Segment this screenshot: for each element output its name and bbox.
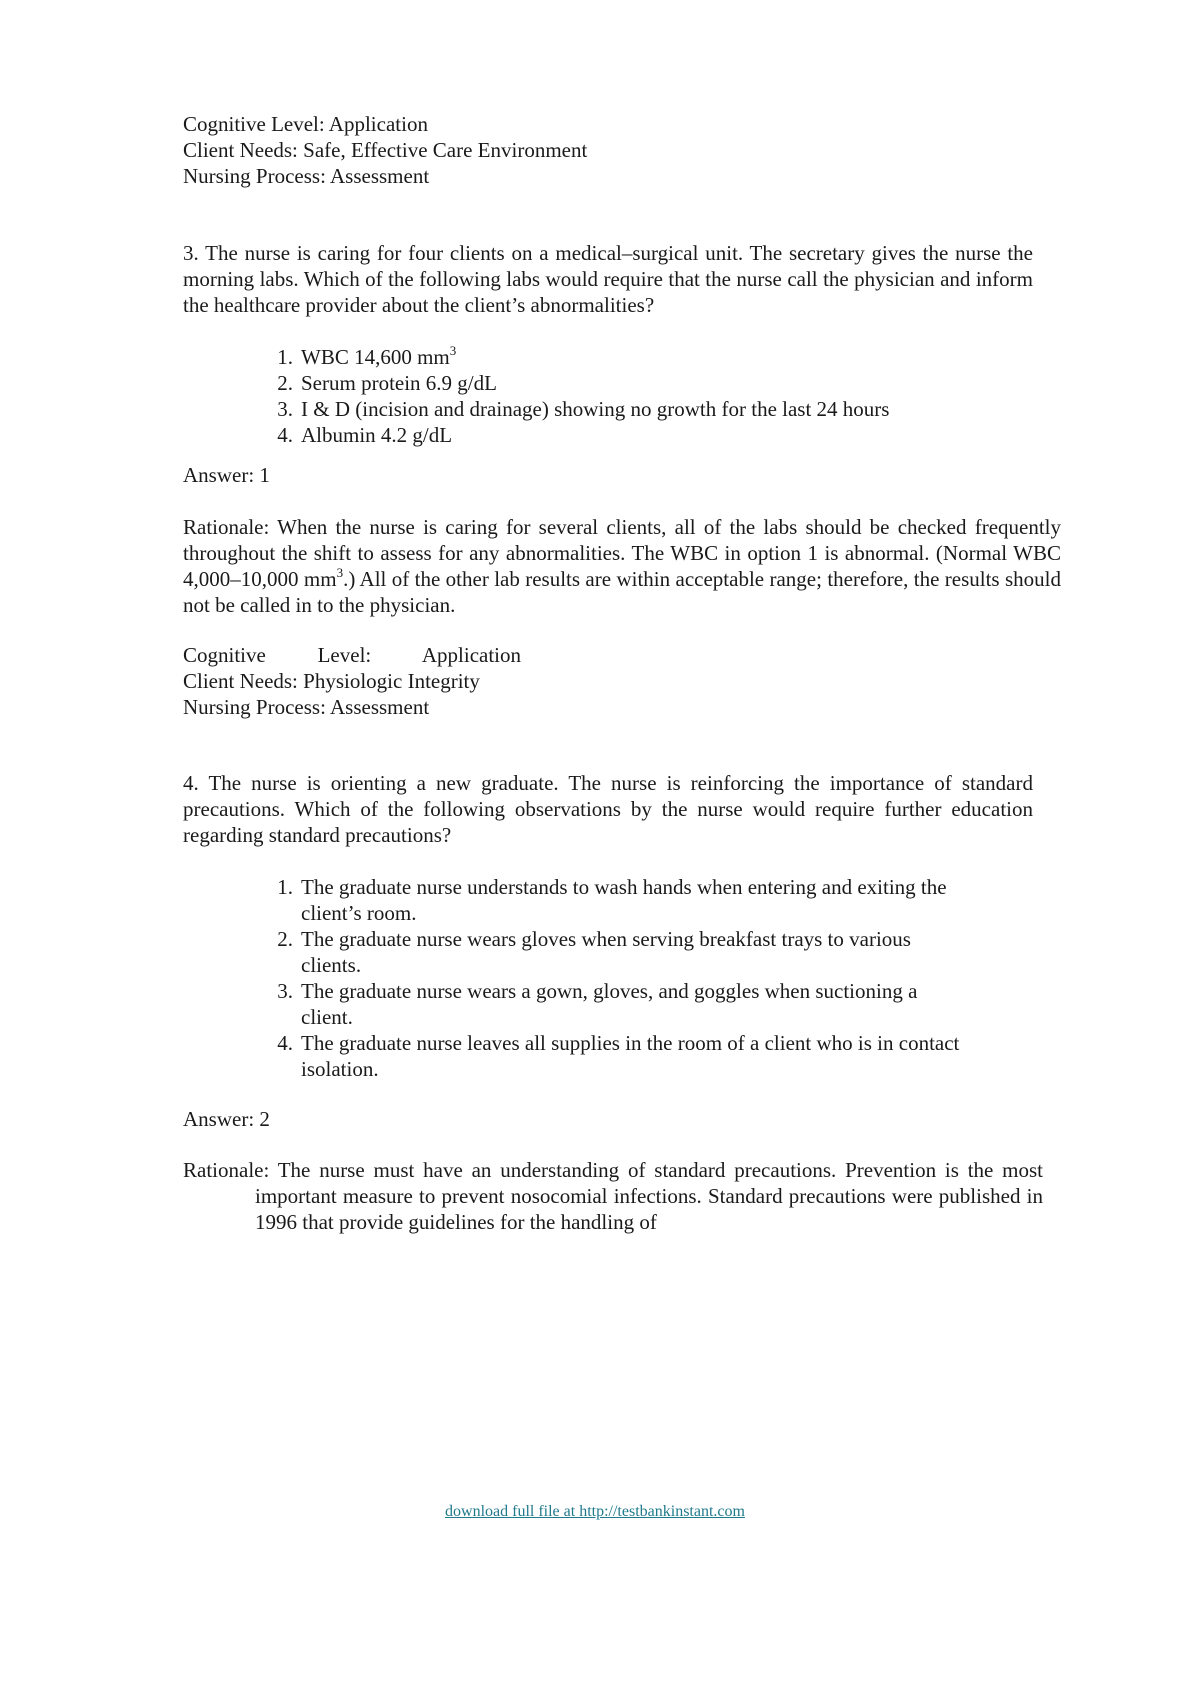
question-text: 3. The nurse is caring for four clients on a medical–surgical unit. The secretary gives the nurse the morning labs. Which of the following labs would require that the nurse call the physician and inform the healthcare provider about the client’s abnormalities? (183, 241, 1033, 317)
q3-metadata (183, 642, 1061, 720)
q3-option-1: 1. WBC 14,600 $mm^3$ (277, 343, 457, 369)
nursing-process: Nursing Process: Assessment (183, 164, 430, 188)
cognitive-level: Cognitive Level: Application (183, 112, 428, 136)
q2-metadata (183, 111, 1061, 189)
q3-option-3: 3. I & D (incision and drainage) showing no growth for the last 24 hours (277, 397, 890, 421)
q4-option-1: 1. The graduate nurse understands to wash hands when entering and exiting the client’s room. (277, 875, 947, 925)
cognitive-level-spread: Cognitive Level: Application (183, 643, 522, 667)
q3-question (183, 240, 1033, 318)
q4-option-3: 3. The graduate nurse wears a gown, gloves, and goggles when suctioning a client. (277, 979, 918, 1029)
q4-question (183, 770, 1033, 848)
q4-options (265, 874, 965, 1082)
q4-rationale: Rationale: The nurse must have an understanding of standard precautions. Prevention is the most important measure to prevent nosocomial infections. Standard precautions were published in 1996 that provide guidelines for the handling of (183, 1158, 1043, 1234)
nursing-process: Nursing Process: Assessment (183, 695, 430, 719)
q4-option-4: 4. The graduate nurse leaves all supplies in the room of a client who is in contact isolation. (277, 1031, 960, 1081)
q3-option-2: 2. Serum protein 6.9 g/dL (277, 371, 497, 395)
download-link[interactable]: download full file at http://testbankinstant.com (445, 1503, 745, 1520)
q3-options (265, 344, 1045, 448)
client-needs: Client Needs: Safe, Effective Care Environment (183, 138, 588, 162)
q3-option-4: 4. Albumin 4.2 g/dL (277, 423, 453, 447)
q3-rationale: Rationale: When the nurse is caring for several clients, all of the labs should be checked frequently throughout the shift to assess for any abnormalities. The WBC in option 1 is abnormal. (Normal WBC 4,000–10,000 $mm^3$.) All of the other lab results are within acceptable range; therefore, the results should not be called in to the physician. (183, 515, 1061, 617)
q4-option-2: 2. The graduate nurse wears gloves when serving breakfast trays to various clients. (277, 927, 911, 977)
client-needs: Client Needs: Physiologic Integrity (183, 669, 480, 693)
q4-answer: Answer: 2 (183, 1107, 270, 1131)
question-text: 4. The nurse is orienting a new graduate. The nurse is reinforcing the importance of standard precautions. Which of the following observations by the nurse would require further education regarding standard precautions? (183, 771, 1033, 847)
q3-answer: Answer: 1 (183, 463, 270, 487)
